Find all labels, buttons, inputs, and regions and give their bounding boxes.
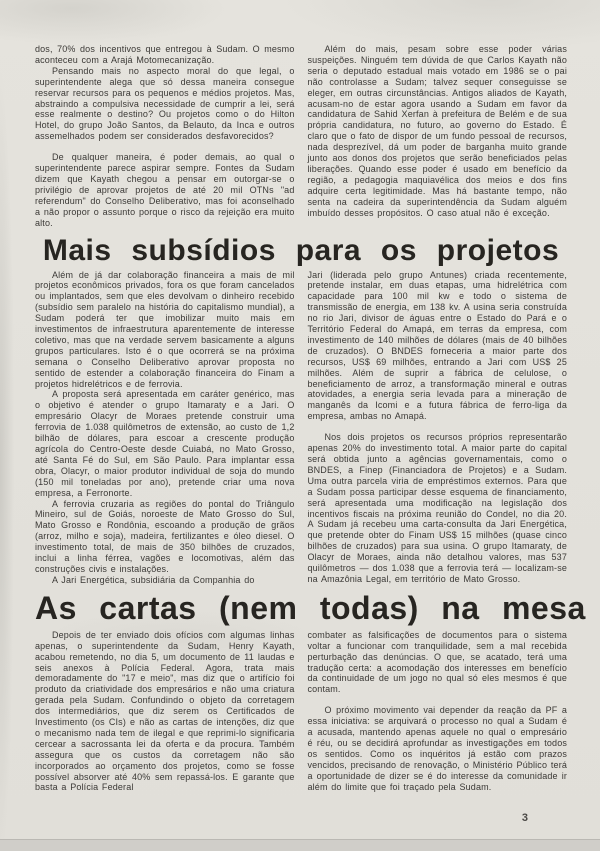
paragraph: Depois de ter enviado dois ofícios com algumas linhas apenas, o superintendente da Sudam, Henry Kayath, acabou remetendo, no dia 5, um documento de 11 laudas e seis anexos à Polícia Federal. Agora, trata mais demoradamente do "17 e meio", mas diz que o artifício foi produto da criatividade dos empresários e não uma criatura gerada pela Sudam. Confundindo o objeto da corretagem dos intermediários, que diz serem os Certificados de Investimento (os CIs) e não as cartas de intenções, diz que o mecanismo nada tem de ilegal e que reprimi-lo significaria cercear a sacrossanta lei da oferta e da procura. Também assegura que os custos da corretagem não são incorporados ao orçamento dos projetos, como se fosse possível absorver até 40% sem repassá-los. E garante que basta a Polícia Federal (35, 629, 295, 793)
paragraph: Além do mais, pesam sobre esse poder várias suspeições. Ninguém tem dúvida de que Carlos Kayath não seria o deputado estadual mais votado em 1986 se o pai não controlasse a Sudam; talvez sequer conseguisse se eleger, em outras circunstâncias. Antigos aliados de Kayath, acusam-no de estar agora usando a Sudam em favor da candidatura de Sahid Xerfan à prefeitura de Belém e de sua própria candidatura, no futuro, ao governo do Estado. É claro que o fato de dispor de um fundo pessoal de recursos, nada desprezível, dá um poder de barganha muito grande junto aos donos dos projetos que serão beneficiados pelas liberações. Quando esse poder é usado em benefício da região, a pedagogia maquiavélica dos meios e dos fins adquire certa legitimidade. Mas há bastante tempo, não senta na cadeira da superintendência da Sudam alguém imbuído desses propósitos. O caso atual não é exceção. (307, 44, 567, 218)
scan-bottom-edge (0, 839, 600, 851)
paragraph: De qualquer maneira, é poder demais, ao qual o superintendente parece aspirar sempre. Fontes da Sudam dizem que Kayath chegou a pensar em outorgar-se o privilégio de aprovar projetos de até 20 mil OTNs "ad referendum" do Conselho Deliberativo, mas foi aconselhado a não propor o assunto porque o risco da rejeição era muito alto. (35, 152, 295, 228)
paragraph: Pensando mais no aspecto moral do que legal, o superintendente alega que só dessa maneira consegue reservar recursos para os pequenos e médios projetos. Mas, abstraindo a compulsiva necessidade de cumprir a lei, será esse realmente o destino? Ou projetos como o do Hilton Hotel, do grupo João Santos, da Belauto, da Inca e outros assemelhados podem ser considerados desfavorecidos? (35, 65, 295, 142)
paragraph: A ferrovia cruzaria as regiões do pontal do Triângulo Mineiro, sul de Goiás, noroeste de Mato Grosso do Sul, Mato Grosso e Rondônia, escoando a produção de grãos (arroz, milho e soja), madeira, fertilizantes e óleo diesel. O investimento total, de mais de 350 bilhões de cruzados, inclui a linha férrea, vagões e locomotivas, além das construções civis e instalações. (35, 498, 295, 574)
paragraph: O próximo movimento vai depender da reação da PF a essa iniciativa: se arquivará o processo no qual a Sudam é a acusada, mantendo apenas aquele no qual o empresário é réu, ou se decidirá aprofundar as investigações em todos os sentidos. Como os inquéritos já estão com prazos vencidos, precisando de renovação, o Ministério Público terá a oportunidade de dizer se é do interesse da comunidade ir além do limite que foi traçado pela Sudam. (307, 705, 567, 792)
paragraph: dos, 70% dos incentivos que entregou à Sudam. O mesmo aconteceu com a Arajá Motomecanização. (35, 44, 295, 65)
paragraph: A Jari Energética, subsidiária da Companhia do (52, 574, 255, 585)
paragraph: Jari (liderada pelo grupo Antunes) criada recentemente, pretende instalar, em duas etapas, uma hidrelétrica com capacidade para 100 mil kw e todo o sistema de transmissão de energia, em 138 kv. A usina seria construída no rio Jari, divisor de águas entre o Estado do Pará e o Território Federal do Amapá, em terras da empresa, com investimento de 140 milhões de dólares (mais de 40 bilhões de cruzados). O BNDES forneceria a maior parte dos recursos, US$ 69 milhões, entrando a Jari com US$ 25 milhões. Além de suprir a fábrica de celulose, o beneficiamento de arroz, a transformação mineral e outras atovidades, a energia seria levada para a mineração de manganês da Icomi e a futura fábrica de ferro-liga da empresa, ambas no Amapá. (307, 269, 567, 422)
cartas-right-column (308, 630, 568, 794)
intro-right-column (308, 44, 568, 229)
page-number: 3 (521, 812, 528, 824)
section-intro (35, 44, 567, 229)
subsidios-left-column (35, 270, 295, 586)
cartas-left-column (35, 630, 295, 794)
section-subsidios (35, 270, 567, 586)
intro-left-column (35, 44, 295, 229)
headline-as-cartas: As cartas (nem todas) na mesa (35, 589, 586, 626)
paragraph: A proposta será apresentada em caráter genérico, mas o objetivo é atender o grupo Itamaraty e a Jari. O empresário Olacyr de Moraes pretende construir uma ferrovia de 1.038 quilômetros de extensão, ao custo de 1,2 bilhão de dólares, para escoar a crescente produção agrícola do Centro-Oeste desde Cuiabá, no Mato Grosso, até Santa Fé do Sul, em São Paulo. Para implantar essa obra, Olacyr, o maior produtor individual de soja do mundo (150 mil toneladas por ano), pretende criar uma nova empresa, a Ferronorte. (35, 389, 295, 498)
paragraph: Nos dois projetos os recursos próprios representarão apenas 20% do investimento total. A maior parte do capital será obtida junto a agências governamentais, como o BNDES, a Finep (Financiadora de Projetos) e a Sudam. Uma outra parcela viria de empréstimos externos. Para que a Sudam possa participar desse esquema de financiamento, será apresentada uma modificação na legislação dos incentivos fiscais na próxima reunião do Condel, no dia 20. A Sudam já recebeu uma carta-consulta da Jari Energética, que pretende obter do Finam US$ 15 milhões (quase cinco bilhões de cruzados) para sua usina. O grupo Itamaraty, de Olacyr de Moraes, ainda não detalhou valores, mas 537 quilômetros — dos 1.038 que a ferrovia terá — localizam-se na Amazônia Legal, em território de Mato Grosso. (307, 432, 567, 584)
paragraph: Além de já dar colaboração financeira a mais de mil projetos econômicos privados, fora os que foram cancelados ou implantados, sem que eles devolvam o dinheiro recebido (subsídio sem paralelo na história do capitalismo mundial), a Sudam poderá ter que imobilizar muito mais em investimentos de infraestrutura aparentemente de interesse coletivo, mas que na verdade servem basicamente a alguns grupos particulares. Isto é o que ocorrerá se na próxima semana o Conselho Deliberativo aprovar proposta no sentido de estender a colaboração financeira do Finam a projetos hidrelétricos e de ferrovia. (35, 269, 295, 389)
subsidios-right-column (308, 270, 568, 586)
headline-mais-subsidios: Mais subsídios para os projetos (42, 233, 560, 267)
paragraph: combater as falsificações de documentos para o sistema voltar a funcionar com tranquilidade, sem a mal recebida perturbação das denúncias. O que, se acatado, terá uma tradução certa: a acomodação dos interesses em benefício da continuidade de um jogo no qual só eles mesmos é que contam. (307, 629, 567, 695)
section-cartas (35, 630, 567, 794)
